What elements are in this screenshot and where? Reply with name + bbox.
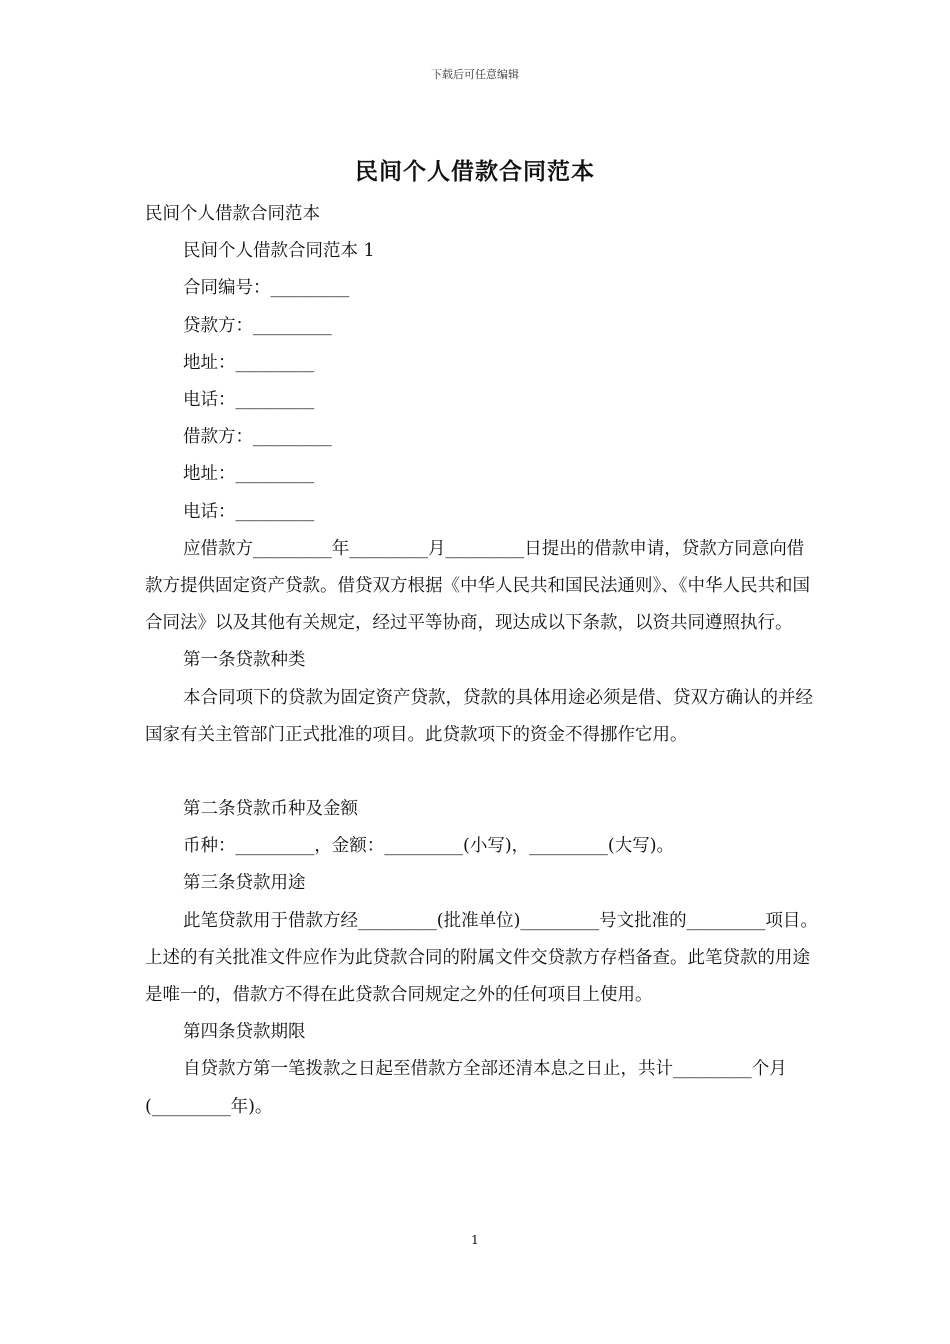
article-1-paragraph: 本合同项下的贷款为固定资产贷款，贷款的具体用途必须是借、贷双方确认的并经国家有关主管部门正式批准的项目。此贷款项下的资金不得挪作它用。: [145, 687, 813, 745]
article-3-heading: 第三条贷款用途: [183, 873, 306, 894]
lender-address-field: 地址：_________: [183, 352, 315, 373]
article-4-paragraph: 自贷款方第一笔拨款之日起至借款方全部还清本息之日止，共计_________个月(_________年)。: [145, 1059, 787, 1117]
lender-field: 贷款方：_________: [183, 315, 332, 336]
borrower-phone-field: 电话：_________: [183, 501, 315, 522]
borrower-address-field: 地址：_________: [183, 464, 315, 485]
article-2-paragraph: 币种：_________，金额：_________(小写)，_________(大写)。: [183, 836, 675, 857]
article-1-heading: 第一条贷款种类: [183, 650, 306, 671]
borrower-field: 借款方：_________: [183, 427, 332, 448]
preamble-paragraph: 应借款方_________年_________月_________日提出的借款申请，贷款方同意向借款方提供固定资产贷款。借贷双方根据《中华人民共和国民法通则》、《中华人民共和国合同法》以及其他有关规定，经过平等协商，现达成以下条款，以资共同遵照执行。: [145, 538, 810, 634]
lender-phone-field: 电话：_________: [183, 390, 315, 411]
header-note: 下载后可任意编辑: [431, 68, 519, 81]
contract-heading: 民间个人借款合同范本 1: [183, 241, 375, 262]
body-subtitle: 民间个人借款合同范本: [145, 204, 320, 224]
document-body: [145, 196, 820, 1126]
document-title: 民间个人借款合同范本: [355, 158, 595, 185]
article-3-paragraph: 此笔贷款用于借款方经_________(批准单位)_________号文批准的_________项目。上述的有关批准文件应作为此贷款合同的附属文件交贷款方存档备查。此笔贷款的用途是唯一的，借款方不得在此贷款合同规定之外的任何项目上使用。: [145, 910, 818, 1006]
paragraph-spacer: [145, 754, 820, 791]
article-2-heading: 第二条贷款币种及金额: [183, 799, 358, 820]
contract-number-field: 合同编号：_________: [183, 278, 350, 299]
article-4-heading: 第四条贷款期限: [183, 1022, 306, 1043]
page-number: 1: [471, 1233, 479, 1247]
